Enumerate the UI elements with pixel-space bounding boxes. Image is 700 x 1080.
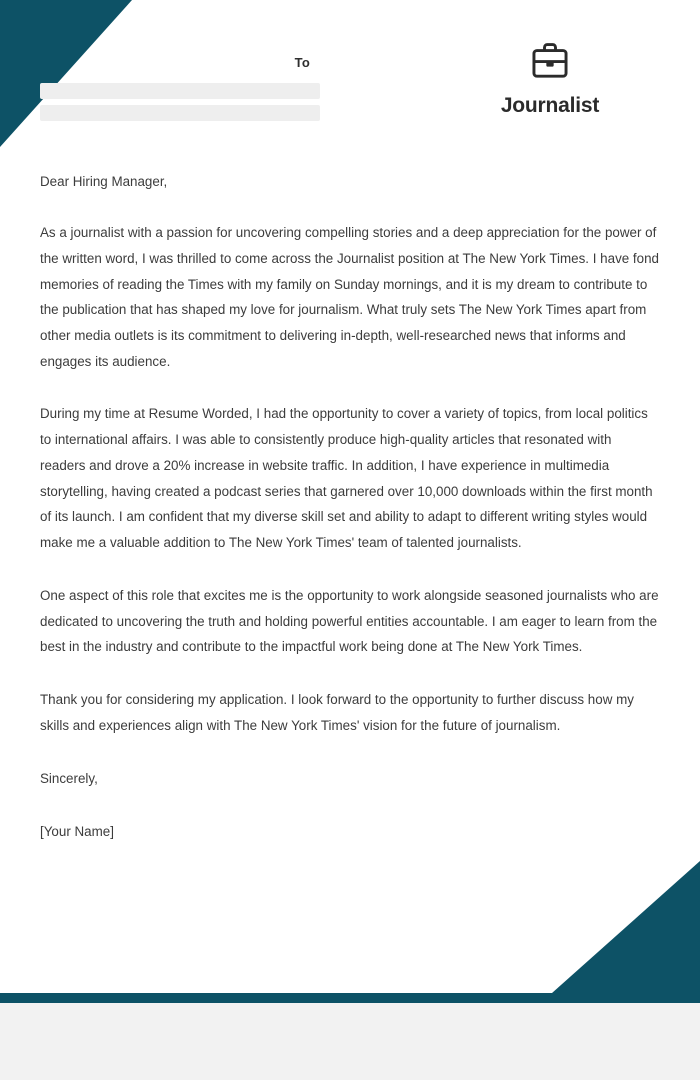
salutation: Dear Hiring Manager, bbox=[40, 174, 168, 189]
letter-paragraph: Thank you for considering my application. I look forward to the opportunity to further discuss how my skills and experiences align with The New York Times' vision for the future of journalism. bbox=[40, 692, 634, 733]
letter-paragraph: One aspect of this role that excites me is the opportunity to work alongside seasoned journalists who are dedicated to uncovering the truth and holding powerful entities accountable. I am eager to learn from the best in the industry and contribute to the impactful work being done at The New York Times. bbox=[40, 587, 659, 655]
role-block bbox=[440, 40, 660, 117]
signature-line: [Your Name] bbox=[40, 823, 114, 839]
recipient-block bbox=[40, 56, 320, 121]
to-label: To bbox=[294, 55, 310, 70]
role-title: Journalist bbox=[500, 94, 600, 117]
letter-paragraph: As a journalist with a passion for uncovering compelling stories and a deep appreciation for the power of the written word, I was thrilled to come across the Journalist position at The New York Times. I have fond memories of reading the Times with my family on Sunday mornings, and it is my dream to contribute to the publication that has shaped my love for journalism. What truly sets The New York Times apart from other media outlets is its commitment to delivering in-depth, well-researched news that informs and engages its audience. bbox=[40, 225, 659, 369]
letter-paragraph: During my time at Resume Worded, I had the opportunity to cover a variety of topics, from local politics to international affairs. I was able to consistently produce high-quality articles that resonated with readers and drove a 20% increase in website traffic. In addition, I have experience in multimedia storytelling, having created a podcast series that garnered over 10,000 downloads within the first month of its launch. I am confident that my diverse skill set and ability to adapt to different writing styles would make me a valuable addition to The New York Times' team of talented journalists. bbox=[40, 406, 653, 551]
recipient-placeholder-line-2 bbox=[40, 105, 320, 121]
letter-header bbox=[0, 0, 700, 150]
briefcase-icon bbox=[528, 40, 572, 84]
closing-line: Sincerely, bbox=[40, 770, 98, 786]
bottom-right-accent-triangle bbox=[552, 861, 700, 993]
letter-body bbox=[40, 170, 660, 843]
recipient-placeholder-line-1 bbox=[40, 83, 320, 99]
bottom-accent-bar bbox=[0, 993, 700, 1003]
